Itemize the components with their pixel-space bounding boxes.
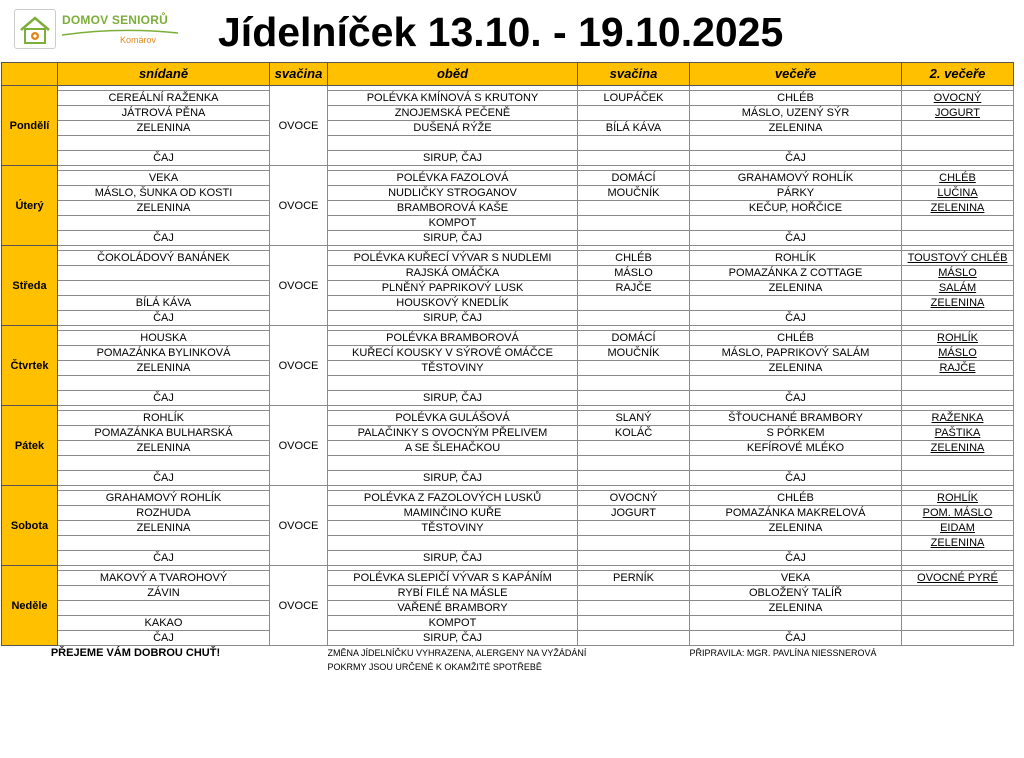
vecere-cell xyxy=(690,136,902,151)
table-row xyxy=(2,231,1014,246)
vecere-cell: VEKA xyxy=(690,571,902,586)
table-row xyxy=(2,551,1014,566)
druha-vecere-cell xyxy=(902,346,1014,361)
druha-vecere-cell xyxy=(902,536,1014,551)
svacina-odpoledne-cell: DOMÁCÍ xyxy=(578,171,690,186)
table-row xyxy=(2,586,1014,601)
obed-cell: DUŠENÁ RÝŽE xyxy=(328,121,578,136)
snidane-cell: POMAZÁNKA BULHARSKÁ xyxy=(58,426,270,441)
obed-cell: SIRUP, ČAJ xyxy=(328,151,578,166)
svacina-odpoledne-cell xyxy=(578,296,690,311)
snidane-cell: ZELENINA xyxy=(58,521,270,536)
snidane-cell xyxy=(58,266,270,281)
footer-spacer xyxy=(2,660,270,674)
svacina-odpoledne-cell: SLANÝ xyxy=(578,411,690,426)
obed-cell: SIRUP, ČAJ xyxy=(328,311,578,326)
table-row xyxy=(2,91,1014,106)
svacina-odpoledne-cell: RAJČE xyxy=(578,281,690,296)
druha-vecere-cell xyxy=(902,491,1014,506)
druha-vecere-cell xyxy=(902,391,1014,406)
svacina-odpoledne-cell xyxy=(578,631,690,646)
table-row xyxy=(2,491,1014,506)
svacina-odpoledne-cell xyxy=(578,536,690,551)
footer-note-2: POKRMY JSOU URČENÉ K OKAMŽITÉ SPOTŘEBĚ xyxy=(327,662,542,672)
table-row xyxy=(2,456,1014,471)
druha-vecere-cell xyxy=(902,376,1014,391)
druha-vecere-cell-text: CHLÉB xyxy=(939,172,976,184)
day-label: Středa xyxy=(2,246,58,326)
obed-cell: ZNOJEMSKÁ PEČENĚ xyxy=(328,106,578,121)
vecere-cell: ČAJ xyxy=(690,471,902,486)
snidane-cell: KAKAO xyxy=(58,616,270,631)
vecere-cell: ŠŤOUCHANÉ BRAMBORY xyxy=(690,411,902,426)
obed-cell: SIRUP, ČAJ xyxy=(328,471,578,486)
menu-body xyxy=(2,86,1014,646)
header-row xyxy=(2,63,1014,86)
druha-vecere-cell-text: RAŽENKA xyxy=(931,412,984,424)
svacina-odpoledne-cell xyxy=(578,616,690,631)
druha-vecere-cell xyxy=(902,281,1014,296)
druha-vecere-cell xyxy=(902,361,1014,376)
vecere-cell: MÁSLO, UZENÝ SÝR xyxy=(690,106,902,121)
svacina-odpoledne-cell: PERNÍK xyxy=(578,571,690,586)
druha-vecere-cell-text: ZELENINA xyxy=(930,537,985,549)
snidane-cell: ČAJ xyxy=(58,151,270,166)
col-header-2-vecere: 2. večeře xyxy=(902,63,1014,86)
druha-vecere-cell xyxy=(902,201,1014,216)
obed-cell: MAMINČINO KUŘE xyxy=(328,506,578,521)
svacina-odpoledne-cell xyxy=(578,311,690,326)
snidane-cell xyxy=(58,281,270,296)
obed-cell xyxy=(328,536,578,551)
vecere-cell xyxy=(690,216,902,231)
table-row xyxy=(2,361,1014,376)
footer-row-2 xyxy=(2,660,1014,674)
obed-cell: POLÉVKA BRAMBOROVÁ xyxy=(328,331,578,346)
obed-cell: KUŘECÍ KOUSKY V SÝROVÉ OMÁČCE xyxy=(328,346,578,361)
svacina-dopoledne-cell: OVOCE xyxy=(270,86,328,166)
svacina-dopoledne-cell: OVOCE xyxy=(270,326,328,406)
druha-vecere-cell-text: RAJČE xyxy=(939,362,976,374)
logo-place: Komárov xyxy=(120,35,157,45)
table-row xyxy=(2,151,1014,166)
snidane-cell: ROZHUDA xyxy=(58,506,270,521)
druha-vecere-cell xyxy=(902,601,1014,616)
snidane-cell: ZELENINA xyxy=(58,441,270,456)
svacina-odpoledne-cell xyxy=(578,376,690,391)
obed-cell: TĚSTOVINY xyxy=(328,361,578,376)
svacina-odpoledne-cell xyxy=(578,601,690,616)
obed-cell: RAJSKÁ OMÁČKA xyxy=(328,266,578,281)
svacina-odpoledne-cell: CHLÉB xyxy=(578,251,690,266)
vecere-cell xyxy=(690,376,902,391)
table-row xyxy=(2,616,1014,631)
vecere-cell: CHLÉB xyxy=(690,91,902,106)
vecere-cell: ČAJ xyxy=(690,151,902,166)
day-label: Pátek xyxy=(2,406,58,486)
druha-vecere-cell-text: MÁSLO xyxy=(938,347,977,359)
druha-vecere-cell-text: EIDAM xyxy=(940,522,975,534)
footer-wish: PŘEJEME VÁM DOBROU CHUŤ! xyxy=(50,647,221,659)
druha-vecere-cell xyxy=(902,616,1014,631)
snidane-cell: ČAJ xyxy=(58,391,270,406)
snidane-cell: GRAHAMOVÝ ROHLÍK xyxy=(58,491,270,506)
snidane-cell xyxy=(58,601,270,616)
druha-vecere-cell xyxy=(902,441,1014,456)
druha-vecere-cell xyxy=(902,296,1014,311)
col-header-svacina-1: svačina xyxy=(270,63,328,86)
svacina-odpoledne-cell: BÍLÁ KÁVA xyxy=(578,121,690,136)
druha-vecere-cell xyxy=(902,506,1014,521)
vecere-cell: ZELENINA xyxy=(690,281,902,296)
svacina-odpoledne-cell xyxy=(578,391,690,406)
col-header-svacina-2: svačina xyxy=(578,63,690,86)
obed-cell xyxy=(328,136,578,151)
obed-cell: VAŘENÉ BRAMBORY xyxy=(328,601,578,616)
obed-cell: NUDLIČKY STROGANOV xyxy=(328,186,578,201)
obed-cell: BRAMBOROVÁ KAŠE xyxy=(328,201,578,216)
druha-vecere-cell xyxy=(902,121,1014,136)
druha-vecere-cell xyxy=(902,106,1014,121)
obed-cell: RYBÍ FILÉ NA MÁSLE xyxy=(328,586,578,601)
obed-cell: POLÉVKA SLEPIČÍ VÝVAR S KAPÁNÍM xyxy=(328,571,578,586)
vecere-cell: ČAJ xyxy=(690,551,902,566)
snidane-cell xyxy=(58,216,270,231)
vecere-cell: ROHLÍK xyxy=(690,251,902,266)
logo-name: DOMOV SENIORŮ xyxy=(62,13,168,27)
svacina-odpoledne-cell xyxy=(578,361,690,376)
table-row xyxy=(2,601,1014,616)
svacina-odpoledne-cell xyxy=(578,521,690,536)
day-label: Sobota xyxy=(2,486,58,566)
svacina-odpoledne-cell xyxy=(578,586,690,601)
druha-vecere-cell xyxy=(902,186,1014,201)
svacina-odpoledne-cell xyxy=(578,216,690,231)
svacina-odpoledne-cell: MÁSLO xyxy=(578,266,690,281)
druha-vecere-cell-text: SALÁM xyxy=(938,282,977,294)
druha-vecere-cell-text: OVOCNÝ xyxy=(933,92,982,104)
svacina-odpoledne-cell xyxy=(578,471,690,486)
svacina-odpoledne-cell: KOLÁČ xyxy=(578,426,690,441)
col-header-obed: oběd xyxy=(328,63,578,86)
druha-vecere-cell-text: OVOCNÉ PYRÉ xyxy=(917,572,998,584)
obed-cell: A SE ŠLEHAČKOU xyxy=(328,441,578,456)
table-row xyxy=(2,571,1014,586)
table-row xyxy=(2,106,1014,121)
snidane-cell: ČAJ xyxy=(58,631,270,646)
druha-vecere-cell xyxy=(902,136,1014,151)
table-row xyxy=(2,296,1014,311)
snidane-cell xyxy=(58,136,270,151)
druha-vecere-cell-text: ROHLÍK xyxy=(937,332,978,344)
svacina-dopoledne-cell: OVOCE xyxy=(270,406,328,486)
druha-vecere-cell xyxy=(902,631,1014,646)
svacina-odpoledne-cell: DOMÁCÍ xyxy=(578,331,690,346)
table-row xyxy=(2,266,1014,281)
obed-cell: SIRUP, ČAJ xyxy=(328,391,578,406)
vecere-cell: ČAJ xyxy=(690,631,902,646)
svacina-odpoledne-cell xyxy=(578,106,690,121)
druha-vecere-cell xyxy=(902,311,1014,326)
vecere-cell xyxy=(690,536,902,551)
snidane-cell: ČOKOLÁDOVÝ BANÁNEK xyxy=(58,251,270,266)
table-row xyxy=(2,186,1014,201)
vecere-cell: MÁSLO, PAPRIKOVÝ SALÁM xyxy=(690,346,902,361)
table-row xyxy=(2,536,1014,551)
table-row xyxy=(2,521,1014,536)
page-header xyxy=(0,0,1024,60)
table-row xyxy=(2,121,1014,136)
snidane-cell: ZELENINA xyxy=(58,121,270,136)
obed-cell xyxy=(328,376,578,391)
druha-vecere-cell-text: POM. MÁSLO xyxy=(922,507,993,519)
obed-cell: KOMPOT xyxy=(328,616,578,631)
druha-vecere-cell xyxy=(902,586,1014,601)
svacina-dopoledne-cell: OVOCE xyxy=(270,486,328,566)
druha-vecere-cell xyxy=(902,521,1014,536)
table-row xyxy=(2,441,1014,456)
day-label: Úterý xyxy=(2,166,58,246)
table-row xyxy=(2,281,1014,296)
vecere-cell: ČAJ xyxy=(690,311,902,326)
vecere-cell: POMAZÁNKA MAKRELOVÁ xyxy=(690,506,902,521)
snidane-cell: HOUSKA xyxy=(58,331,270,346)
obed-cell: POLÉVKA KUŘECÍ VÝVAR S NUDLEMI xyxy=(328,251,578,266)
snidane-cell: CEREÁLNÍ RAŽENKA xyxy=(58,91,270,106)
svacina-odpoledne-cell xyxy=(578,441,690,456)
table-row xyxy=(2,631,1014,646)
day-label: Neděle xyxy=(2,566,58,646)
obed-cell: SIRUP, ČAJ xyxy=(328,231,578,246)
vecere-cell: ČAJ xyxy=(690,231,902,246)
snidane-cell: ROHLÍK xyxy=(58,411,270,426)
footer-spacer xyxy=(690,660,1014,674)
table-row xyxy=(2,391,1014,406)
table-row xyxy=(2,411,1014,426)
obed-cell: POLÉVKA Z FAZOLOVÝCH LUSKŮ xyxy=(328,491,578,506)
svacina-odpoledne-cell: LOUPÁČEK xyxy=(578,91,690,106)
vecere-cell: S PÓRKEM xyxy=(690,426,902,441)
druha-vecere-cell xyxy=(902,331,1014,346)
druha-vecere-cell xyxy=(902,551,1014,566)
table-row xyxy=(2,331,1014,346)
druha-vecere-cell xyxy=(902,426,1014,441)
obed-cell: PALAČINKY S OVOCNÝM PŘELIVEM xyxy=(328,426,578,441)
druha-vecere-cell xyxy=(902,266,1014,281)
table-row xyxy=(2,506,1014,521)
table-row xyxy=(2,216,1014,231)
snidane-cell: MÁSLO, ŠUNKA OD KOSTI xyxy=(58,186,270,201)
table-row xyxy=(2,251,1014,266)
svacina-odpoledne-cell xyxy=(578,231,690,246)
druha-vecere-cell xyxy=(902,231,1014,246)
druha-vecere-cell-text: ZELENINA xyxy=(930,297,985,309)
snidane-cell xyxy=(58,376,270,391)
snidane-cell: BÍLÁ KÁVA xyxy=(58,296,270,311)
obed-cell: POLÉVKA FAZOLOVÁ xyxy=(328,171,578,186)
svacina-odpoledne-cell: MOUČNÍK xyxy=(578,186,690,201)
footer-note-1: ZMĚNA JÍDELNÍČKU VYHRAZENA, ALERGENY NA VYŽÁDÁNÍ xyxy=(327,648,587,658)
svacina-odpoledne-cell xyxy=(578,151,690,166)
snidane-cell: VEKA xyxy=(58,171,270,186)
druha-vecere-cell-text: PAŠTIKA xyxy=(934,427,981,439)
druha-vecere-cell xyxy=(902,456,1014,471)
svacina-odpoledne-cell xyxy=(578,551,690,566)
vecere-cell: KEČUP, HOŘČICE xyxy=(690,201,902,216)
druha-vecere-cell-text: ROHLÍK xyxy=(937,492,978,504)
svacina-odpoledne-cell: MOUČNÍK xyxy=(578,346,690,361)
svacina-odpoledne-cell: JOGURT xyxy=(578,506,690,521)
druha-vecere-cell xyxy=(902,91,1014,106)
vecere-cell xyxy=(690,616,902,631)
obed-cell: POLÉVKA GULÁŠOVÁ xyxy=(328,411,578,426)
vecere-cell: KEFÍROVÉ MLÉKO xyxy=(690,441,902,456)
vecere-cell: PÁRKY xyxy=(690,186,902,201)
druha-vecere-cell-text: ZELENINA xyxy=(930,202,985,214)
svacina-dopoledne-cell: OVOCE xyxy=(270,246,328,326)
footer-prepared: PŘIPRAVILA: MGR. PAVLÍNA NIESSNEROVÁ xyxy=(689,648,877,658)
table-row xyxy=(2,136,1014,151)
vecere-cell: ČAJ xyxy=(690,391,902,406)
table-row xyxy=(2,201,1014,216)
druha-vecere-cell xyxy=(902,251,1014,266)
vecere-cell xyxy=(690,296,902,311)
vecere-cell: OBLOŽENÝ TALÍŘ xyxy=(690,586,902,601)
snidane-cell: JÁTROVÁ PĚNA xyxy=(58,106,270,121)
table-row xyxy=(2,346,1014,361)
snidane-cell xyxy=(58,536,270,551)
obed-cell: HOUSKOVÝ KNEDLÍK xyxy=(328,296,578,311)
druha-vecere-cell xyxy=(902,151,1014,166)
col-header-snidane: snídaně xyxy=(58,63,270,86)
snidane-cell: MAKOVÝ A TVAROHOVÝ xyxy=(58,571,270,586)
obed-cell: PLNĚNÝ PAPRIKOVÝ LUSK xyxy=(328,281,578,296)
svacina-odpoledne-cell xyxy=(578,201,690,216)
footer-spacer xyxy=(270,646,328,661)
snidane-cell: ČAJ xyxy=(58,311,270,326)
logo xyxy=(14,9,214,49)
snidane-cell xyxy=(58,456,270,471)
svacina-odpoledne-cell xyxy=(578,136,690,151)
table-row xyxy=(2,426,1014,441)
obed-cell xyxy=(328,456,578,471)
vecere-cell: ZELENINA xyxy=(690,121,902,136)
druha-vecere-cell-text: MÁSLO xyxy=(938,267,977,279)
druha-vecere-cell xyxy=(902,471,1014,486)
day-label: Čtvrtek xyxy=(2,326,58,406)
vecere-cell xyxy=(690,456,902,471)
footer-spacer xyxy=(270,660,328,674)
svacina-odpoledne-cell xyxy=(578,456,690,471)
svacina-dopoledne-cell: OVOCE xyxy=(270,566,328,646)
obed-cell: KOMPOT xyxy=(328,216,578,231)
vecere-cell: ZELENINA xyxy=(690,361,902,376)
druha-vecere-cell-text: JOGURT xyxy=(934,107,981,119)
house-logo-icon xyxy=(14,9,56,49)
druha-vecere-cell xyxy=(902,171,1014,186)
header-corner xyxy=(2,63,58,86)
menu-table xyxy=(1,62,1014,674)
vecere-cell: GRAHAMOVÝ ROHLÍK xyxy=(690,171,902,186)
druha-vecere-cell-text: ZELENINA xyxy=(930,442,985,454)
snidane-cell: ZELENINA xyxy=(58,201,270,216)
snidane-cell: ČAJ xyxy=(58,551,270,566)
table-row xyxy=(2,311,1014,326)
footer-row-1 xyxy=(2,646,1014,661)
druha-vecere-cell xyxy=(902,216,1014,231)
table-row xyxy=(2,376,1014,391)
snidane-cell: ČAJ xyxy=(58,231,270,246)
vecere-cell: CHLÉB xyxy=(690,331,902,346)
obed-cell: SIRUP, ČAJ xyxy=(328,551,578,566)
vecere-cell: ZELENINA xyxy=(690,521,902,536)
snidane-cell: ZELENINA xyxy=(58,361,270,376)
table-row xyxy=(2,171,1014,186)
obed-cell: POLÉVKA KMÍNOVÁ S KRUTONY xyxy=(328,91,578,106)
svacina-dopoledne-cell: OVOCE xyxy=(270,166,328,246)
snidane-cell: ČAJ xyxy=(58,471,270,486)
druha-vecere-cell-text: TOUSTOVÝ CHLÉB xyxy=(907,252,1008,264)
vecere-cell: CHLÉB xyxy=(690,491,902,506)
obed-cell: SIRUP, ČAJ xyxy=(328,631,578,646)
druha-vecere-cell-text: LUČINA xyxy=(937,187,978,199)
vecere-cell: ZELENINA xyxy=(690,601,902,616)
table-row xyxy=(2,471,1014,486)
druha-vecere-cell xyxy=(902,571,1014,586)
snidane-cell: POMAZÁNKA BYLINKOVÁ xyxy=(58,346,270,361)
svacina-odpoledne-cell: OVOCNÝ xyxy=(578,491,690,506)
col-header-vecere: večeře xyxy=(690,63,902,86)
day-label: Pondělí xyxy=(2,86,58,166)
snidane-cell: ZÁVIN xyxy=(58,586,270,601)
page-title: Jídelníček 13.10. - 19.10.2025 xyxy=(218,9,784,55)
vecere-cell: POMAZÁNKA Z COTTAGE xyxy=(690,266,902,281)
obed-cell: TĚSTOVINY xyxy=(328,521,578,536)
druha-vecere-cell xyxy=(902,411,1014,426)
